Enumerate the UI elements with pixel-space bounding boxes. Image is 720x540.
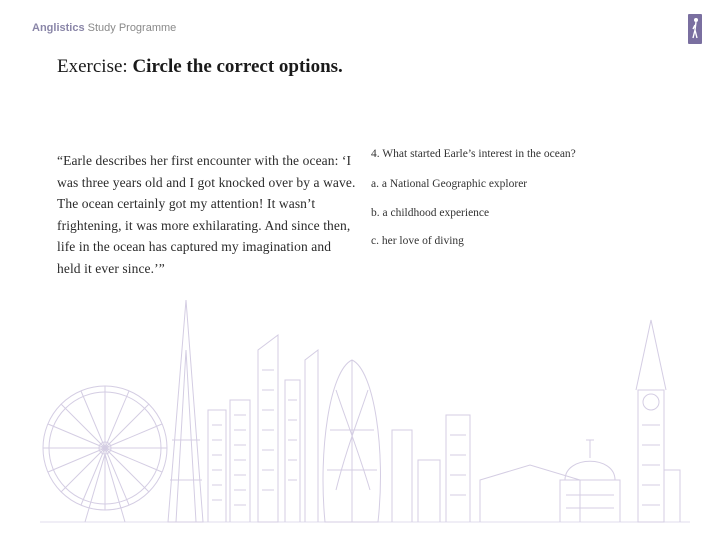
brand-name: Anglistics: [32, 22, 85, 34]
exercise-title: [57, 56, 343, 78]
option-b[interactable]: b. a childhood experience: [371, 207, 490, 219]
option-c[interactable]: c. her love of diving: [371, 235, 464, 247]
question-prompt: 4. What started Earle’s interest in the ocean?: [371, 148, 576, 160]
exercise-title-prefix: Exercise:: [57, 56, 133, 77]
option-a[interactable]: a. a National Geographic explorer: [371, 178, 528, 190]
brand-subtitle: Study Programme: [84, 22, 177, 34]
figure-logo-icon: [688, 14, 702, 44]
brand-header: [32, 22, 176, 34]
london-skyline-icon: [0, 290, 720, 540]
reading-passage: “Earle describes her first encounter with the ocean: ‘I was three years old and I got knocked over by a wave. The ocean certainly got my attention! It wasn’t frightening, it was more exhilarating. And since then, life in the ocean has captured my imagination and held it ever since.’”: [57, 153, 356, 276]
exercise-title-instruction: Circle the correct options.: [132, 56, 343, 77]
